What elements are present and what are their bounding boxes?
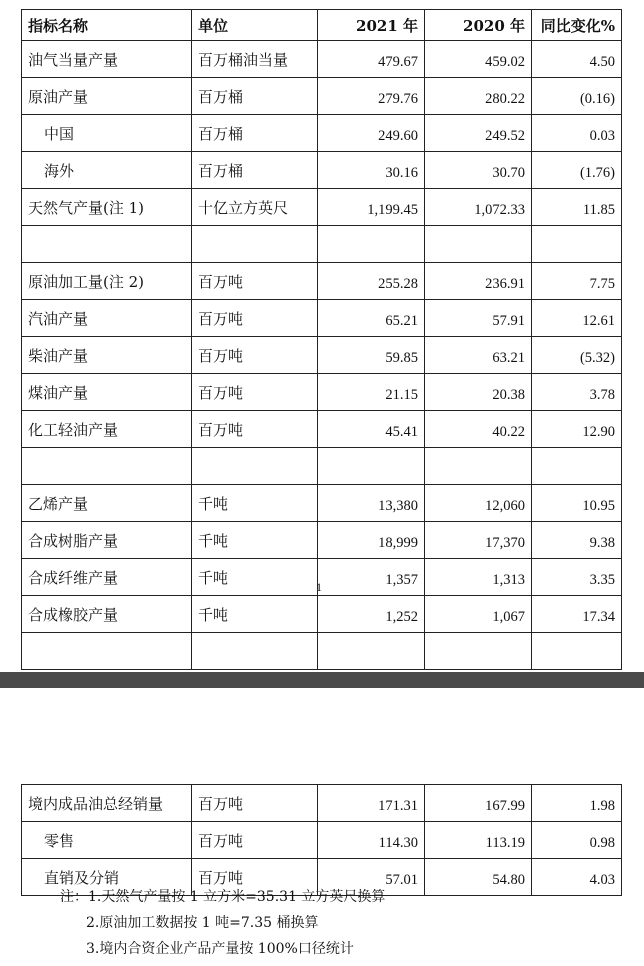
- unit-cell: 百万吨: [192, 822, 318, 859]
- table-row: [22, 522, 622, 559]
- change-cell: 3.78: [532, 374, 622, 411]
- footnote-1: 注：1.天然气产量按 1 立方米=35.31 立方英尺换算: [60, 889, 386, 905]
- indicator-cell: 直销及分销: [22, 859, 192, 896]
- unit-cell: 百万吨: [192, 785, 318, 822]
- indicator-cell: 化工轻油产量: [22, 411, 192, 448]
- table-header-row: [22, 10, 622, 41]
- value-2021-cell: [318, 633, 425, 670]
- unit-cell: [192, 226, 318, 263]
- unit-cell: [192, 448, 318, 485]
- indicator-cell: 原油产量: [22, 78, 192, 115]
- value-2020-cell: 20.38: [425, 374, 532, 411]
- header-indicator: 指标名称: [22, 10, 192, 41]
- table-row: [22, 822, 622, 859]
- table-row: [22, 41, 622, 78]
- value-2020-cell: 249.52: [425, 115, 532, 152]
- value-2021-cell: 249.60: [318, 115, 425, 152]
- change-cell: 4.50: [532, 41, 622, 78]
- value-2021-cell: 30.16: [318, 152, 425, 189]
- value-2020-cell: 1,313: [425, 559, 532, 596]
- change-cell: [532, 633, 622, 670]
- table-row: [22, 226, 622, 263]
- indicator-cell: [22, 226, 192, 263]
- footnote-2: 2.原油加工数据按 1 吨=7.35 桶换算: [86, 915, 319, 931]
- indicator-cell: 合成纤维产量: [22, 559, 192, 596]
- value-2021-cell: 114.30: [318, 822, 425, 859]
- indicator-cell: [22, 448, 192, 485]
- change-cell: 12.90: [532, 411, 622, 448]
- value-2020-cell: 280.22: [425, 78, 532, 115]
- value-2020-cell: 1,072.33: [425, 189, 532, 226]
- unit-cell: [192, 633, 318, 670]
- unit-cell: 百万吨: [192, 859, 318, 896]
- table-row: [22, 152, 622, 189]
- value-2020-cell: 17,370: [425, 522, 532, 559]
- unit-cell: 千吨: [192, 596, 318, 633]
- change-cell: 10.95: [532, 485, 622, 522]
- value-2020-cell: [425, 633, 532, 670]
- value-2020-cell: 167.99: [425, 785, 532, 822]
- value-2021-cell: 1,199.45: [318, 189, 425, 226]
- table-row: [22, 189, 622, 226]
- value-2021-cell: 1,357: [318, 559, 425, 596]
- value-2021-cell: 479.67: [318, 41, 425, 78]
- unit-cell: 百万桶: [192, 152, 318, 189]
- value-2020-cell: 459.02: [425, 41, 532, 78]
- unit-cell: 百万桶油当量: [192, 41, 318, 78]
- unit-cell: 百万吨: [192, 263, 318, 300]
- header-change: 同比变化%: [532, 10, 622, 41]
- value-2021-cell: [318, 226, 425, 263]
- value-2021-cell: 65.21: [318, 300, 425, 337]
- indicator-cell: 乙烯产量: [22, 485, 192, 522]
- value-2021-cell: 59.85: [318, 337, 425, 374]
- table-row: [22, 448, 622, 485]
- sales-table: [21, 784, 622, 896]
- document-page-2: [0, 688, 644, 966]
- indicator-cell: 海外: [22, 152, 192, 189]
- change-cell: 11.85: [532, 189, 622, 226]
- indicator-cell: 原油加工量(注 2): [22, 263, 192, 300]
- table-row: [22, 78, 622, 115]
- unit-cell: 百万吨: [192, 411, 318, 448]
- header-2020: 2020 年: [425, 10, 532, 41]
- value-2020-cell: [425, 448, 532, 485]
- indicator-cell: 油气当量产量: [22, 41, 192, 78]
- indicator-cell: 汽油产量: [22, 300, 192, 337]
- change-cell: (5.32): [532, 337, 622, 374]
- value-2020-cell: 40.22: [425, 411, 532, 448]
- header-2021: 2021 年: [318, 10, 425, 41]
- value-2020-cell: 63.21: [425, 337, 532, 374]
- value-2021-cell: 279.76: [318, 78, 425, 115]
- unit-cell: 千吨: [192, 485, 318, 522]
- footnotes: [60, 884, 385, 962]
- value-2020-cell: 12,060: [425, 485, 532, 522]
- change-cell: [532, 226, 622, 263]
- value-2020-cell: 57.91: [425, 300, 532, 337]
- unit-cell: 十亿立方英尺: [192, 189, 318, 226]
- value-2021-cell: 255.28: [318, 263, 425, 300]
- value-2021-cell: 1,252: [318, 596, 425, 633]
- value-2021-cell: [318, 448, 425, 485]
- unit-cell: 千吨: [192, 522, 318, 559]
- unit-cell: 百万吨: [192, 337, 318, 374]
- change-cell: 1.98: [532, 785, 622, 822]
- page-number: 1: [316, 580, 322, 594]
- change-cell: 4.03: [532, 859, 622, 896]
- unit-cell: 百万吨: [192, 374, 318, 411]
- value-2021-cell: 21.15: [318, 374, 425, 411]
- table-row: [22, 485, 622, 522]
- change-cell: (1.76): [532, 152, 622, 189]
- indicator-cell: 合成橡胶产量: [22, 596, 192, 633]
- table-row: [22, 633, 622, 670]
- table-row: [22, 596, 622, 633]
- value-2020-cell: 54.80: [425, 859, 532, 896]
- value-2021-cell: 45.41: [318, 411, 425, 448]
- table-row: [22, 785, 622, 822]
- change-cell: 7.75: [532, 263, 622, 300]
- change-cell: [532, 448, 622, 485]
- indicator-cell: 中国: [22, 115, 192, 152]
- indicator-cell: 零售: [22, 822, 192, 859]
- table-row: [22, 411, 622, 448]
- table-row: [22, 374, 622, 411]
- value-2021-cell: 18,999: [318, 522, 425, 559]
- footnote-3: 3.境内合资企业产品产量按 100%口径统计: [86, 941, 354, 957]
- change-cell: 12.61: [532, 300, 622, 337]
- indicator-cell: 柴油产量: [22, 337, 192, 374]
- value-2020-cell: 113.19: [425, 822, 532, 859]
- change-cell: 0.03: [532, 115, 622, 152]
- indicator-cell: 天然气产量(注 1): [22, 189, 192, 226]
- table-row: [22, 263, 622, 300]
- value-2020-cell: [425, 226, 532, 263]
- indicator-cell: 境内成品油总经销量: [22, 785, 192, 822]
- table-row: [22, 115, 622, 152]
- change-cell: 3.35: [532, 559, 622, 596]
- value-2020-cell: 1,067: [425, 596, 532, 633]
- value-2021-cell: 171.31: [318, 785, 425, 822]
- indicator-cell: [22, 633, 192, 670]
- indicator-cell: 合成树脂产量: [22, 522, 192, 559]
- change-cell: 17.34: [532, 596, 622, 633]
- unit-cell: 百万桶: [192, 115, 318, 152]
- value-2020-cell: 236.91: [425, 263, 532, 300]
- unit-cell: 千吨: [192, 559, 318, 596]
- value-2020-cell: 30.70: [425, 152, 532, 189]
- value-2021-cell: 13,380: [318, 485, 425, 522]
- change-cell: 9.38: [532, 522, 622, 559]
- production-table: [21, 9, 622, 670]
- indicator-cell: 煤油产量: [22, 374, 192, 411]
- change-cell: 0.98: [532, 822, 622, 859]
- table-row: [22, 300, 622, 337]
- unit-cell: 百万桶: [192, 78, 318, 115]
- unit-cell: 百万吨: [192, 300, 318, 337]
- change-cell: (0.16): [532, 78, 622, 115]
- page-separator: [0, 672, 644, 688]
- table-row: [22, 337, 622, 374]
- value-2021-cell: 57.01: [318, 859, 425, 896]
- header-unit: 单位: [192, 10, 318, 41]
